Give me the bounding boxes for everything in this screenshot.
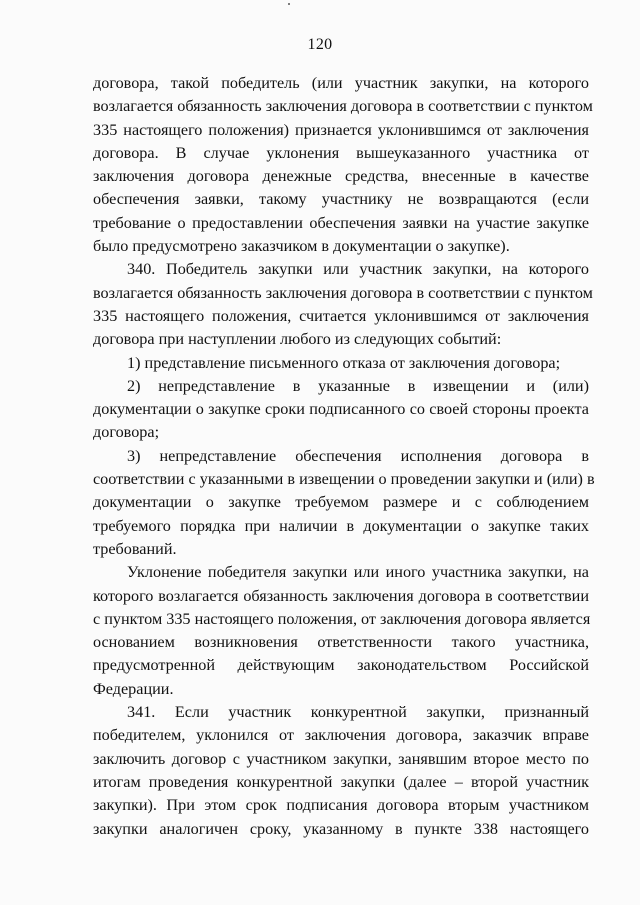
text-line: было предусмотрено заказчиком в документации о закупке). (93, 237, 510, 256)
text-line: с пунктом 335 настоящего положения, от заключения договора является (93, 609, 591, 628)
text-line: предусмотренной действующим законодательством Российской (93, 656, 589, 675)
text-line: договора; (93, 423, 160, 442)
text-line: договора, такой победитель (или участник закупки, на которого (93, 74, 589, 92)
text-line: итогам проведения конкурентной закупки (далее – второй участник (93, 772, 589, 791)
text-line: договора. В случае уклонения вышеуказанного участника от (93, 143, 589, 162)
text-line: требований. (93, 539, 177, 558)
text-line: договора при наступлении любого из следующих событий: (93, 330, 502, 349)
text-line: 3) непредставление обеспечения исполнения договора в (127, 446, 589, 465)
text-line: требуемого порядка при наличии в документации о закупке таких (93, 516, 589, 535)
text-line: закупки аналогичен сроку, указанному в пункте 338 настоящего (93, 819, 589, 838)
text-line: 1) представление письменного отказа от заключения договора; (127, 353, 561, 372)
text-line: закупки). При этом срок подписания договора вторым участником (93, 796, 589, 815)
text-line: которого возлагается обязанность заключения договора в соответствии (93, 586, 589, 605)
text-line: возлагается обязанность заключения договора в соответствии с пунктом (93, 97, 593, 116)
text-line: заключить договор с участником закупки, занявшим второе место по (93, 749, 589, 768)
scan-speck (288, 3, 290, 5)
body-text (93, 72, 595, 841)
text-line: победителем, уклонился от заключения договора, заказчик вправе (93, 726, 589, 745)
text-line: 2) непредставление в указанные в извещении и (или) (127, 376, 589, 395)
text-line: документации о закупке сроки подписанного со своей стороны проекта (93, 400, 589, 419)
text-line: соответствии с указанными в извещении о проведении закупки и (или) в (93, 470, 595, 489)
text-line: 340. Победитель закупки или участник закупки, на которого (127, 260, 589, 279)
text-line: Уклонение победителя закупки или иного участника закупки, на (127, 563, 589, 582)
page-number: 120 (307, 36, 333, 53)
text-line: 341. Если участник конкурентной закупки, признанный (127, 703, 589, 722)
text-line: 335 настоящего положения, считается уклонившимся от заключения (93, 306, 589, 325)
text-line: 335 настоящего положения) признается уклонившимся от заключения (93, 120, 589, 139)
text-line: возлагается обязанность заключения договора в соответствии с пунктом (93, 283, 593, 302)
text-line: обеспечения заявки, такому участнику не возвращаются (если (93, 190, 589, 209)
text-line: заключения договора денежные средства, внесенные в качестве (93, 167, 589, 186)
text-line: основанием возникновения ответственности такого участника, (93, 633, 589, 652)
text-line: Федерации. (93, 679, 174, 698)
text-line: требование о предоставлении обеспечения заявки на участие закупке (93, 213, 589, 232)
text-line: документации о закупке требуемом размере и с соблюдением (93, 493, 589, 512)
